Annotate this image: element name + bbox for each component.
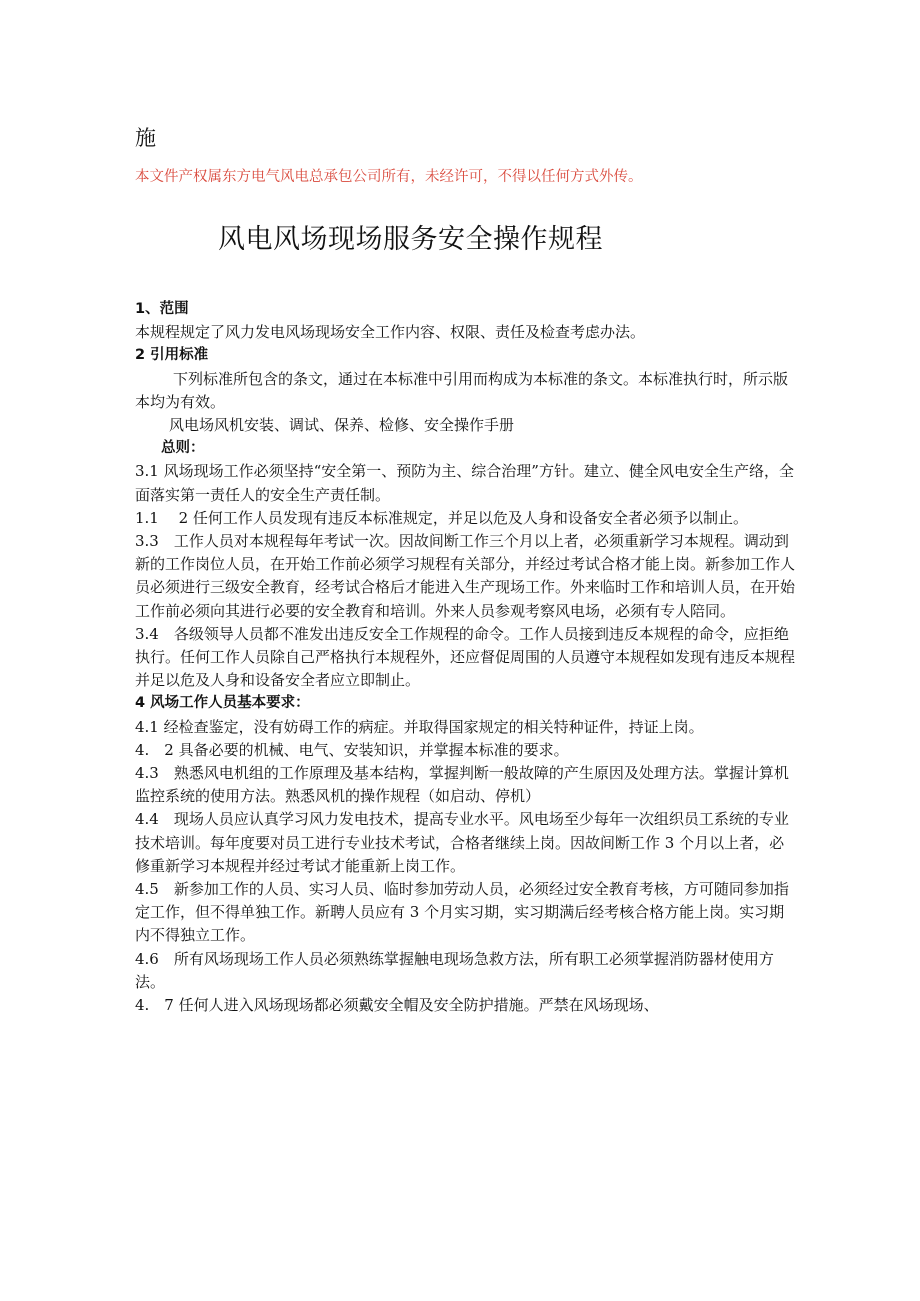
paragraph-1-1: 1.1 2 任何工作人员发现有违反本标准规定，并足以危及人身和设备安全者必须予以制止。	[135, 508, 748, 527]
paragraph-4-5: 4.5 新参加工作的人员、实习人员、临时参加劳动人员，必须经过安全教育考核，方可随同参加指定工作，但不得单独工作。新聘人员应有 3 个月实习期，实习期满后经考核合格方能上岗。实习期内不得独立工作。	[135, 880, 789, 945]
paragraph-reference-manual: 风电场风机安装、调试、保养、检修、安全操作手册	[169, 416, 515, 435]
paragraph-3-3: 3.3 工作人员对本规程每年考试一次。因故间断工作三个月以上者，必须重新学习本规程。调动到新的工作岗位人员，在开始工作前必须学习规程有关部分，并经过考试合格才能上岗。新参加工作人员必须进行三级安全教育，经考试合格后才能进入生产现场工作。外来临时工作和培训人员，在开始工作前必须向其进行必要的安全教育和培训。外来人员参观考察风电场，必须有专人陪同。	[135, 532, 796, 620]
section-heading-scope: 1、范围	[135, 301, 189, 317]
paragraph-4-3: 4.3 熟悉风电机组的工作原理及基本结构，掌握判断一般故障的产生原因及处理方法。掌握计算机监控系统的使用方法。熟悉风机的操作规程（如启动、停机）	[135, 764, 789, 806]
paragraph-references: 下列标准所包含的条文，通过在本标准中引用而构成为本标准的条文。本标准执行时，所示版本均为有效。	[135, 369, 789, 411]
paragraph-4-6: 4.6 所有风场现场工作人员必须熟练掌握触电现场急救方法，所有职工必须掌握消防器材使用方法。	[135, 949, 774, 991]
continued-fragment: 施	[135, 126, 156, 150]
paragraph-3-4: 3.4 各级领导人员都不准发出违反安全工作规程的命令。工作人员接到违反本规程的命令，应拒绝执行。任何工作人员除自己严格执行本规程外，还应督促周围的人员遵守本规程如发现有违反本规程并足以危及人身和设备安全者应立即制止。	[135, 624, 796, 690]
document-title: 风电风场现场服务安全操作规程	[218, 224, 603, 255]
paragraph-4-1: 4.1 经检查鉴定，没有妨碍工作的病症。并取得国家规定的相关特种证件，持证上岗。	[135, 717, 704, 736]
paragraph-scope: 本规程规定了风力发电风场现场安全工作内容、权限、责任及检查考虑办法。	[135, 323, 646, 342]
paragraph-3-1: 3.1 风场现场工作必须坚持“安全第一、预防为主、综合治理”方针。建立、健全风电安全生产络，全面落实第一责任人的安全生产责任制。	[135, 462, 794, 504]
copyright-notice: 本文件产权属东方电气风电总承包公司所有，未经许可，不得以任何方式外传。	[135, 169, 643, 185]
document-body	[135, 298, 797, 1017]
section-heading-references: 2 引用标准	[135, 347, 209, 364]
paragraph-4-2: 4. 2 具备必要的机械、电气、安装知识，并掌握本标准的要求。	[135, 740, 569, 759]
paragraph-4-4: 4.4 现场人员应认真学习风力发电技术，提高专业水平。风电场至少每年一次组织员工系统的专业技术培训。每年度要对员工进行专业技术考试，合格者继续上岗。因故间断工作 3 个月以上者，必修重新学习本规程并经过考试才能重新上岗工作。	[135, 810, 789, 875]
section-heading-general: 总则：	[161, 440, 205, 457]
section-heading-basic-requirements: 4 风场工作人员基本要求：	[135, 695, 310, 712]
paragraph-4-7: 4. 7 任何人进入风场现场都必须戴安全帽及安全防护措施。严禁在风场现场、	[135, 996, 659, 1015]
